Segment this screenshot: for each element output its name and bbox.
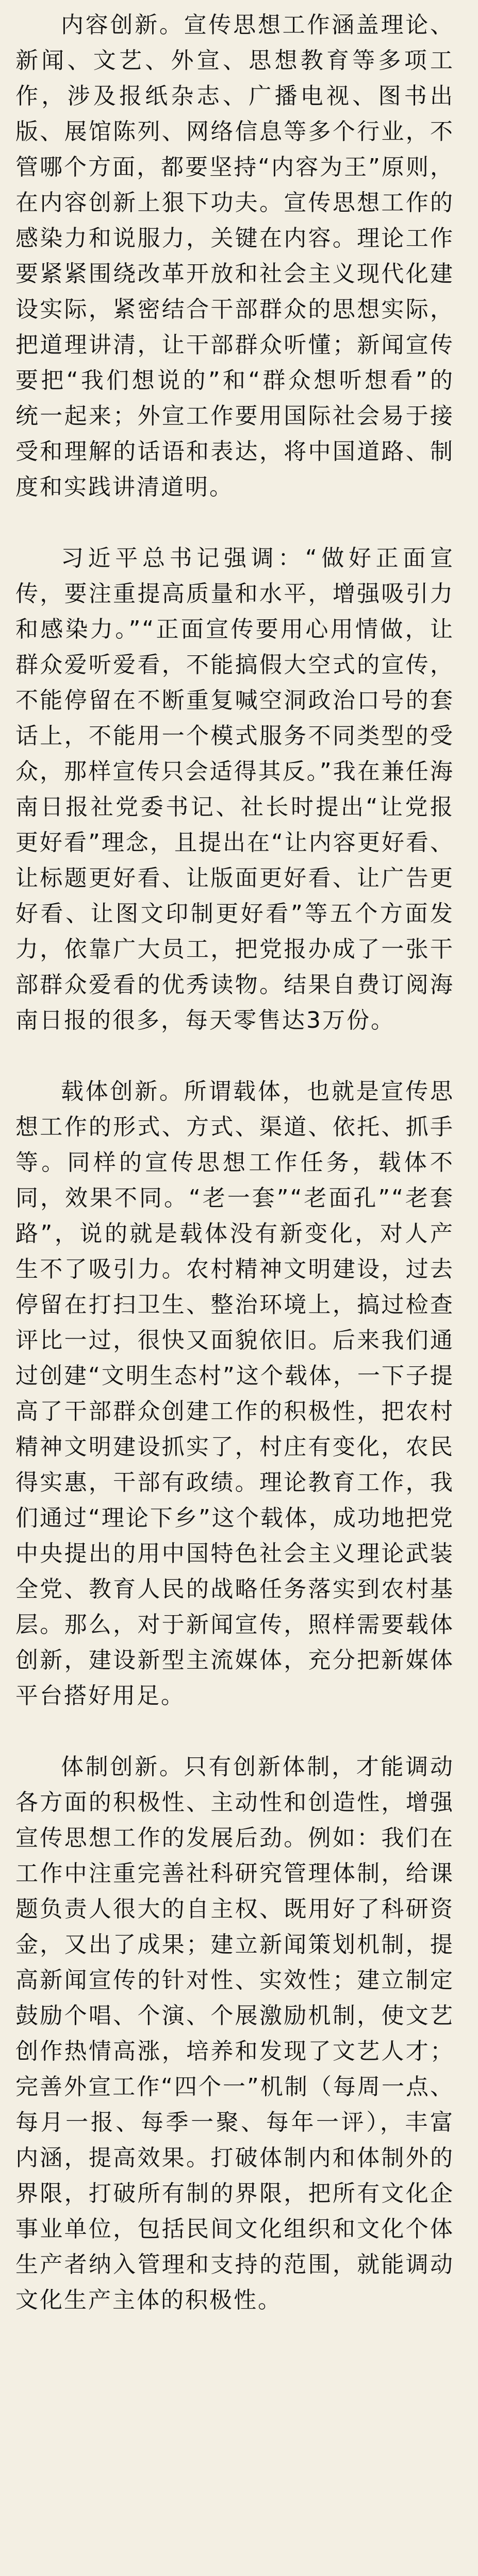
- paragraph-system-innovation: 体制创新。只有创新体制，才能调动各方面的积极性、主动性和创造性，增强宣传思想工作的发展后劲。例如：我们在工作中注重完善社科研究管理体制，给课题负责人很大的自主权、既用好了科研资金，又出了成果；建立新闻策划机制，提高新闻宣传的针对性、实效性；建立制定鼓励个唱、个演、个展激励机制，使文艺创作热情高涨，培养和发现了文艺人才；完善外宣工作“四个一”机制（每周一点、每月一报、每季一聚、每年一评），丰富内涵，提高效果。打破体制内和体制外的界限，打破所有制的界限，把所有文化企事业单位，包括民间文化组织和文化个体生产者纳入管理和支持的范围，就能调动文化生产主体的积极性。: [15, 1754, 454, 2313]
- paragraph-carrier-innovation: 载体创新。所谓载体，也就是宣传思想工作的形式、方式、渠道、依托、抓手等。同样的宣传思想工作任务，载体不同，效果不同。“老一套”“老面孔”“老套路”，说的就是载体没有新变化，对人产生不了吸引力。农村精神文明建设，过去停留在打扫卫生、整治环境上，搞过检查评比一过，很快又面貌依旧。后来我们通过创建“文明生态村”这个载体，一下子提高了干部群众创建工作的积极性，把农村精神文明建设抓实了，村庄有变化，农民得实惠，干部有政绩。理论教育工作，我们通过“理论下乡”这个载体，成功地把党中央提出的用中国特色社会主义理论武装全党、教育人民的战略任务落实到农村基层。那么，对于新闻宣传，照样需要载体创新，建设新型主流媒体，充分把新媒体平台搭好用足。: [15, 1078, 454, 1709]
- paragraph-content-innovation: 内容创新。宣传思想工作涵盖理论、新闻、文艺、外宣、思想教育等多项工作，涉及报纸杂志、广播电视、图书出版、展馆陈列、网络信息等多个行业，不管哪个方面，都要坚持“内容为王”原则，在内容创新上狠下功夫。宣传思想工作的感染力和说服力，关键在内容。理论工作要紧紧围绕改革开放和社会主义现代化建设实际，紧密结合干部群众的思想实际，把道理讲清，让干部群众听懂；新闻宣传要把“我们想说的”和“群众想听想看”的统一起来；外宣工作要用国际社会易于接受和理解的话语和表达，将中国道路、制度和实践讲清道明。: [15, 12, 454, 500]
- paragraph-quote-positive-publicity: 习近平总书记强调：“做好正面宣传，要注重提高质量和水平，增强吸引力和感染力。”“正面宣传要用心用情做，让群众爱听爱看，不能搞假大空式的宣传，不能停留在不断重复喊空洞政治口号的套话上，不能用一个模式服务不同类型的受众，那样宣传只会适得其反。”我在兼任海南日报社党委书记、社长时提出“让党报更好看”理念，且提出在“让内容更好看、让标题更好看、让版面更好看、让广告更好看、让图文印制更好看”等五个方面发力，依靠广大员工，把党报办成了一张干部群众爱看的优秀读物。结果自费订阅海南日报的很多，每天零售达3万份。: [15, 545, 454, 1033]
